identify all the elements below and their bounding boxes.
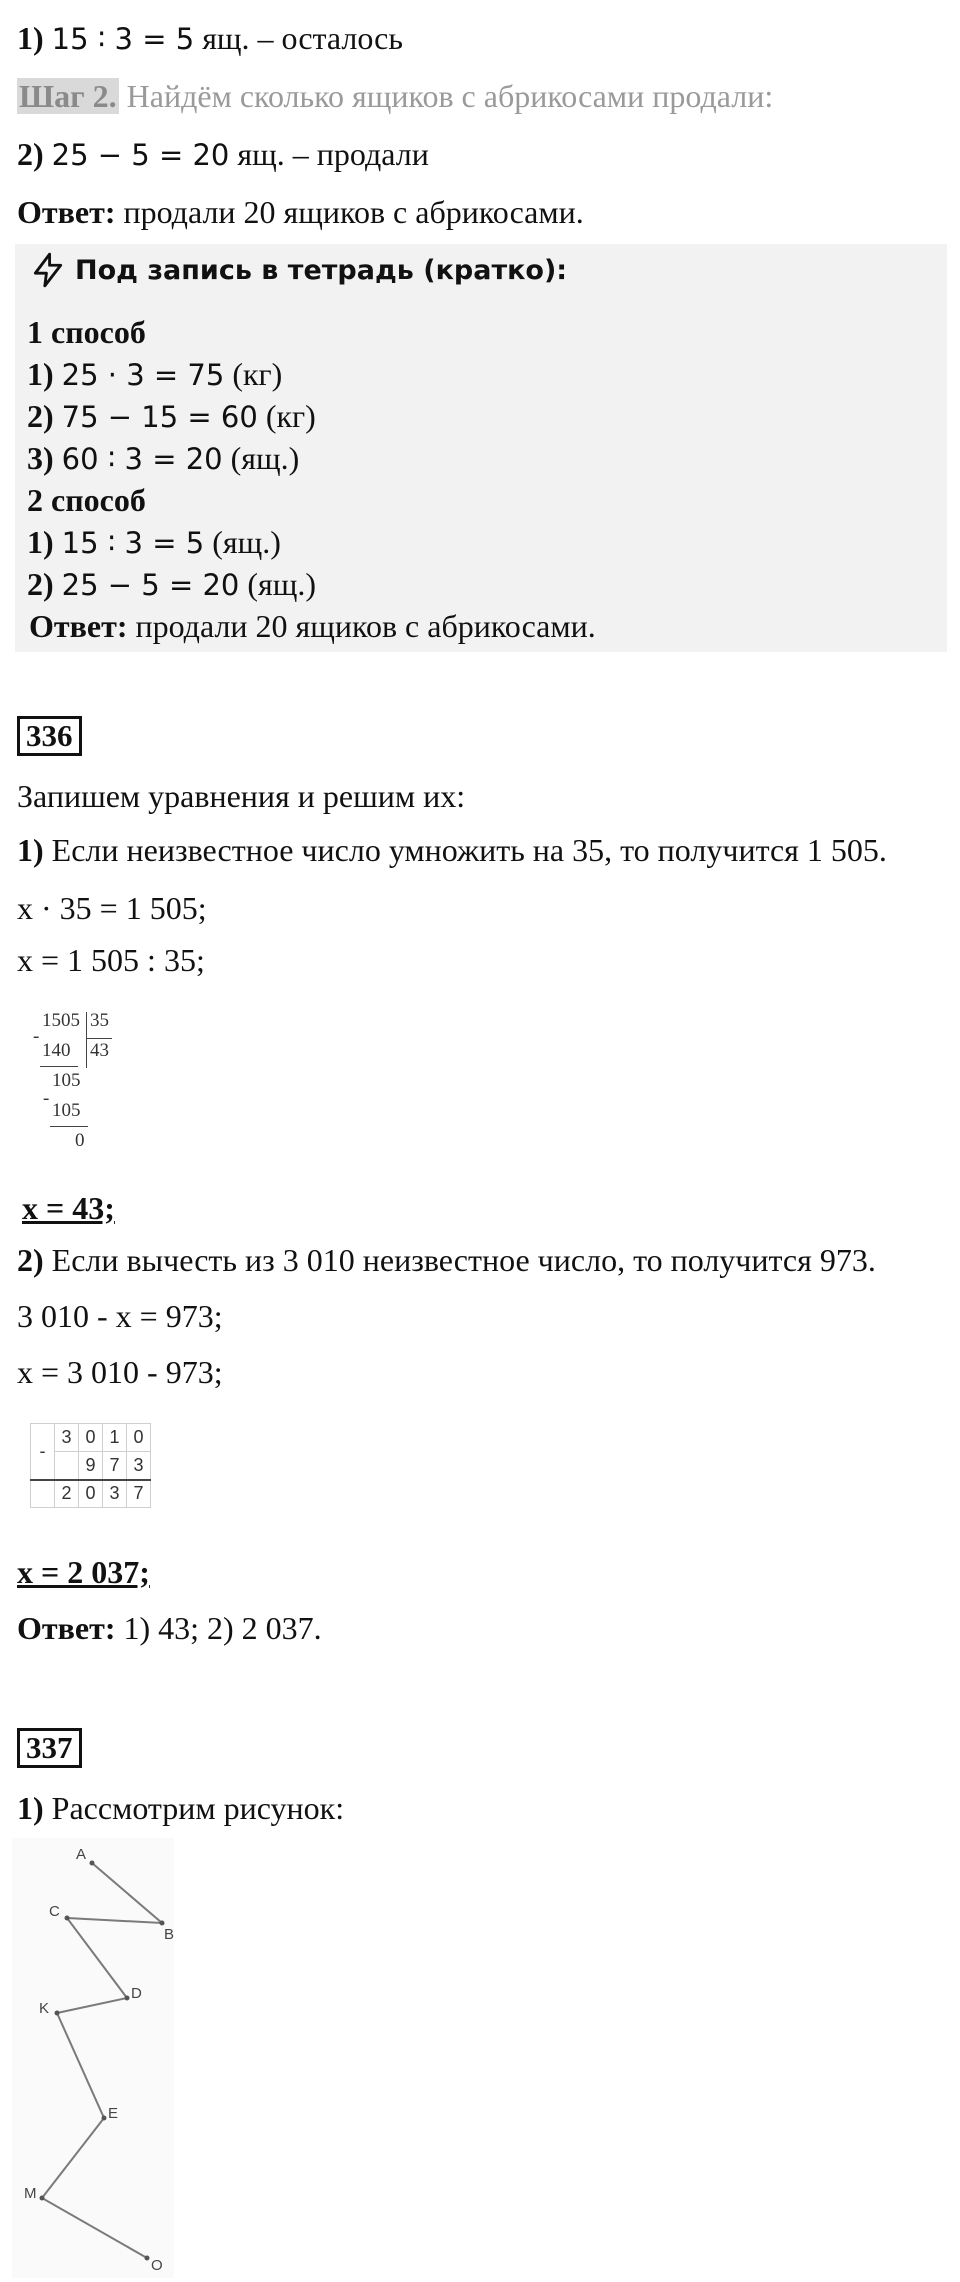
top-answer: Ответ: продали 20 ящиков с абрикосами. — [17, 194, 584, 230]
point-m — [40, 2196, 45, 2201]
division-rem2: 0 — [75, 1130, 85, 1151]
division-divisor-line — [86, 1038, 112, 1039]
point-label-m: M — [24, 2185, 37, 2202]
division-divisor: 35 — [90, 1010, 109, 1031]
step2-line: 2) 25 − 5 = 20 ящ. – продали — [17, 136, 429, 172]
p336-answer: Ответ: 1) 43; 2) 2 037. — [17, 1610, 322, 1646]
p336-q1-eq2: x = 1 505 : 35; — [17, 942, 205, 978]
subtraction-digit: 1 — [103, 1424, 127, 1452]
division-dividend: 1505 — [42, 1010, 80, 1031]
notebook-answer: Ответ: продали 20 ящиков с абрикосами. — [29, 608, 596, 644]
subtraction-digit: 2 — [55, 1480, 79, 1508]
point-label-a: A — [76, 1846, 87, 1863]
point-label-k: K — [39, 2000, 50, 2017]
p336-q1: 1) Если неизвестное число умножить на 35, то получится 1 505. — [17, 832, 887, 868]
subtraction-minus: - — [31, 1424, 55, 1480]
step2-heading: Шаг 2. Найдём сколько ящиков с абрикосами продали: — [19, 78, 774, 114]
subtraction-digit — [55, 1452, 79, 1480]
point-k — [55, 2011, 60, 2016]
method1-title: 1 способ — [27, 314, 146, 350]
division-rem1: 105 — [52, 1070, 81, 1091]
step1-line: 1) 15 ∶ 3 = 5 ящ. – осталось — [17, 20, 403, 56]
point-a — [90, 1861, 95, 1866]
p336-intro: Запишем уравнения и решим их: — [17, 778, 466, 814]
division-quotient: 43 — [90, 1040, 109, 1061]
step-badge: Шаг 2. — [19, 78, 117, 114]
division-minus-2: - — [43, 1088, 50, 1109]
p336-q1-eq1: x · 35 = 1 505; — [17, 890, 207, 926]
subtraction-digit: 3 — [55, 1424, 79, 1452]
point-label-d: D — [131, 1985, 142, 2002]
subtraction-digit: 0 — [79, 1480, 103, 1508]
point-label-b: B — [164, 1926, 174, 1943]
division-vertical-bar — [86, 1012, 87, 1068]
point-label-e: E — [108, 2105, 119, 2122]
problem-number-337: 337 — [17, 1728, 82, 1768]
point-label-c: C — [49, 1903, 60, 1920]
method2-step2: 2) 25 − 5 = 20 (ящ.) — [27, 566, 317, 602]
subtraction-digit: 0 — [127, 1424, 151, 1452]
point-e — [102, 2116, 107, 2121]
division-minus-1: - — [33, 1026, 40, 1047]
method1-step1: 1) 25 · 3 = 75 (кг) — [27, 356, 283, 392]
subtraction-empty — [31, 1480, 55, 1508]
subtraction-digit: 7 — [127, 1480, 151, 1508]
point-o — [145, 2256, 150, 2261]
notebook-header — [29, 250, 567, 290]
method1-step2: 2) 75 − 15 = 60 (кг) — [27, 398, 316, 434]
problem-number-336: 336 — [17, 716, 82, 756]
p336-q2: 2) Если вычесть из 3 010 неизвестное число, то получится 973. — [17, 1242, 876, 1278]
division-sub2: 105 — [52, 1100, 81, 1121]
p336-q1-result: x = 43; — [22, 1190, 115, 1226]
subtraction-digit: 9 — [79, 1452, 103, 1480]
point-d — [125, 1996, 130, 2001]
lightning-icon — [29, 251, 67, 289]
point-c — [65, 1916, 70, 1921]
division-line-2 — [50, 1126, 88, 1127]
point-b — [160, 1921, 165, 1926]
notebook-box — [15, 244, 947, 652]
subtraction-digit: 0 — [79, 1424, 103, 1452]
point-label-o: O — [151, 2257, 163, 2274]
polyline-figure — [12, 1838, 174, 2278]
notebook-title: Под запись в тетрадь (кратко): — [75, 254, 568, 286]
method1-step3: 3) 60 ∶ 3 = 20 (ящ.) — [27, 440, 300, 476]
method2-step1: 1) 15 ∶ 3 = 5 (ящ.) — [27, 524, 281, 560]
p336-q2-result: x = 2 037; — [17, 1554, 150, 1590]
p337-q1: 1) Рассмотрим рисунок: — [17, 1790, 345, 1826]
subtraction-digit: 3 — [103, 1480, 127, 1508]
subtraction-digit: 7 — [103, 1452, 127, 1480]
subtraction-digit: 3 — [127, 1452, 151, 1480]
division-line-1 — [40, 1066, 78, 1067]
p336-q2-eq2: x = 3 010 - 973; — [17, 1354, 223, 1390]
p336-q2-eq1: 3 010 - x = 973; — [17, 1298, 223, 1334]
column-subtraction — [30, 1423, 151, 1508]
method2-title: 2 способ — [27, 482, 146, 518]
division-sub1: 140 — [42, 1040, 71, 1061]
